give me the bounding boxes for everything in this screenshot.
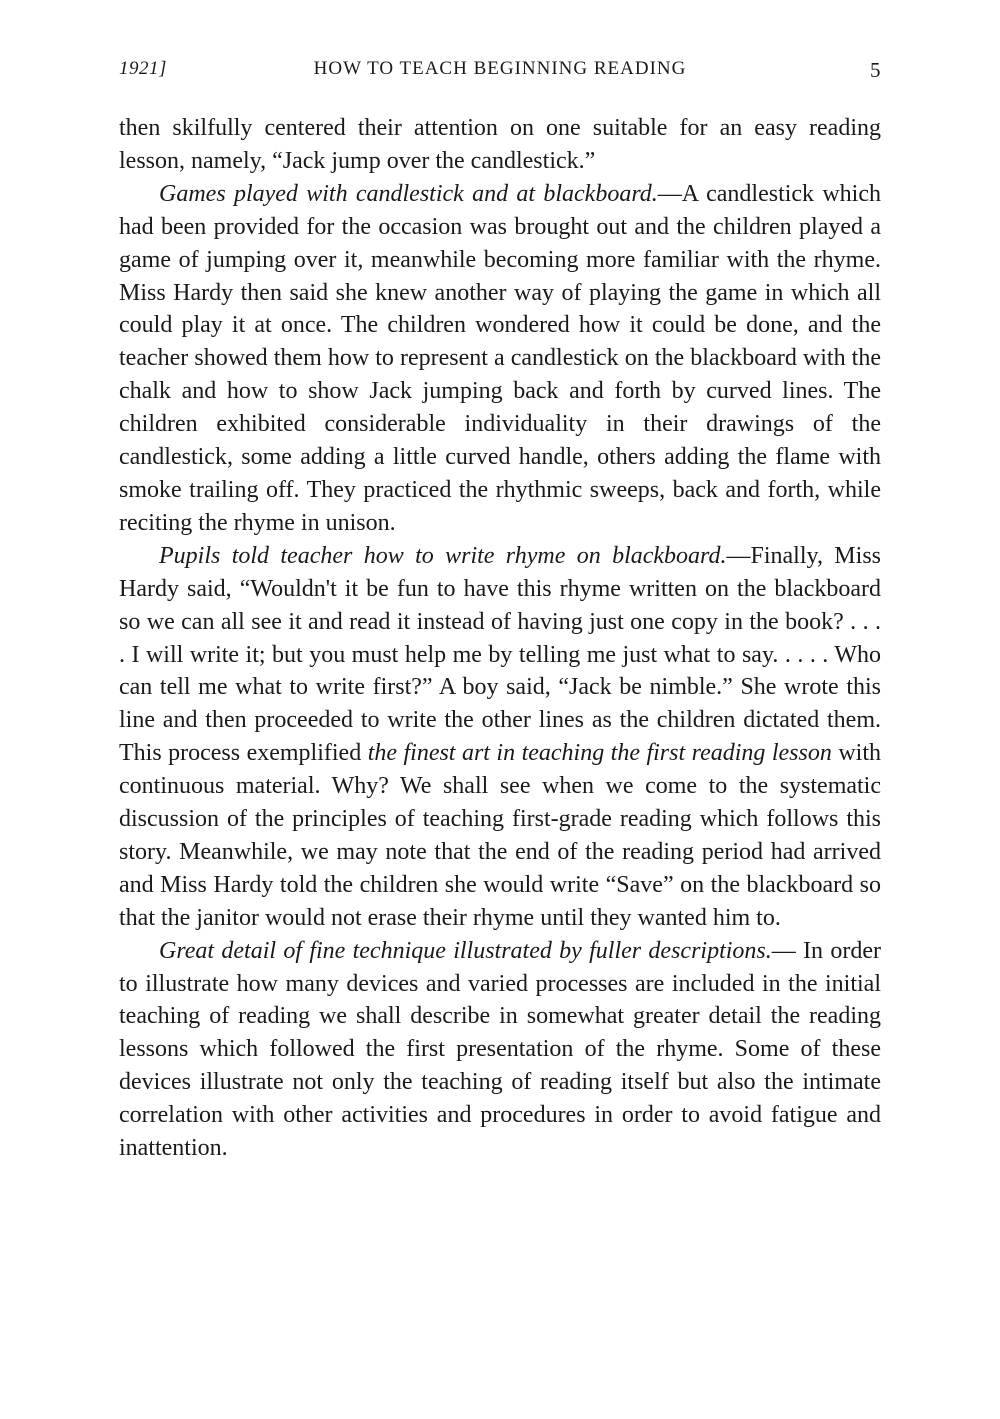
body-text	[119, 112, 881, 1165]
paragraph-4-text: — In order to illustrate how many devices and varied processes are included in the initial teaching of reading we shall describe in somewhat greater detail the reading lessons which followed the first presentation of the rhyme. Some of these devices illustrate not only the teaching of reading itself but also the intimate correlation with other activities and procedures in order to avoid fatigue and inattention.	[119, 937, 881, 1162]
running-header	[119, 58, 881, 88]
paragraph-3-heading: Pupils told teacher how to write rhyme on blackboard.	[159, 542, 727, 569]
paragraph-3-text-a: —Finally, Miss Hardy said, “Wouldn't it be fun to have this rhyme written on the blackboard so we can all see it and read it instead of having just one copy in the book? . . . . I will write it; but you must help me by telling me just what to say. . . . . Who can tell me what to write first?” A boy said, “Jack be nimble.” She wrote this line and then proceeded to write the other lines as the children dictated them. This process exemplified	[119, 542, 881, 767]
page-number: 5	[870, 58, 881, 82]
paragraph-1: then skilfully centered their attention on one suitable for an easy reading lesson, namely, “Jack jump over the candlestick.”	[119, 115, 881, 174]
paragraph-2-text: —A candlestick which had been provided for the occasion was brought out and the children played a game of jumping over it, meanwhile becoming more familiar with the rhyme. Miss Hardy then said she knew another way of playing the game in which all could play it at once. The children wondered how it could be done, and the teacher showed them how to represent a candlestick on the blackboard with the chalk and how to show Jack jumping back and forth by curved lines. The children exhibited considerable individuality in their drawings of the candlestick, some adding a little curved handle, others adding the flame with smoke trailing off. They practiced the rhythmic sweeps, back and forth, while reciting the rhyme in unison.	[119, 180, 881, 536]
book-page	[119, 58, 881, 1165]
paragraph-3	[119, 540, 881, 935]
paragraph-4-heading: Great detail of fine technique illustrated by fuller descriptions.	[159, 937, 772, 964]
header-year: 1921]	[119, 58, 167, 79]
paragraph-4	[119, 935, 881, 1165]
paragraph-2	[119, 178, 881, 540]
paragraph-3-emphasis: the finest art in teaching the first reading lesson	[367, 740, 832, 767]
running-title: HOW TO TEACH BEGINNING READING	[313, 58, 687, 79]
paragraph-2-heading: Games played with candlestick and at blackboard.	[159, 180, 658, 207]
paragraph-3-text-b: with continuous material. Why? We shall see when we come to the systematic discussion of the principles of teaching first-grade reading which follows this story. Meanwhile, we may note that the end of the reading period had arrived and Miss Hardy told the children she would write “Save” on the blackboard so that the janitor would not erase their rhyme until they wanted him to.	[119, 740, 882, 931]
